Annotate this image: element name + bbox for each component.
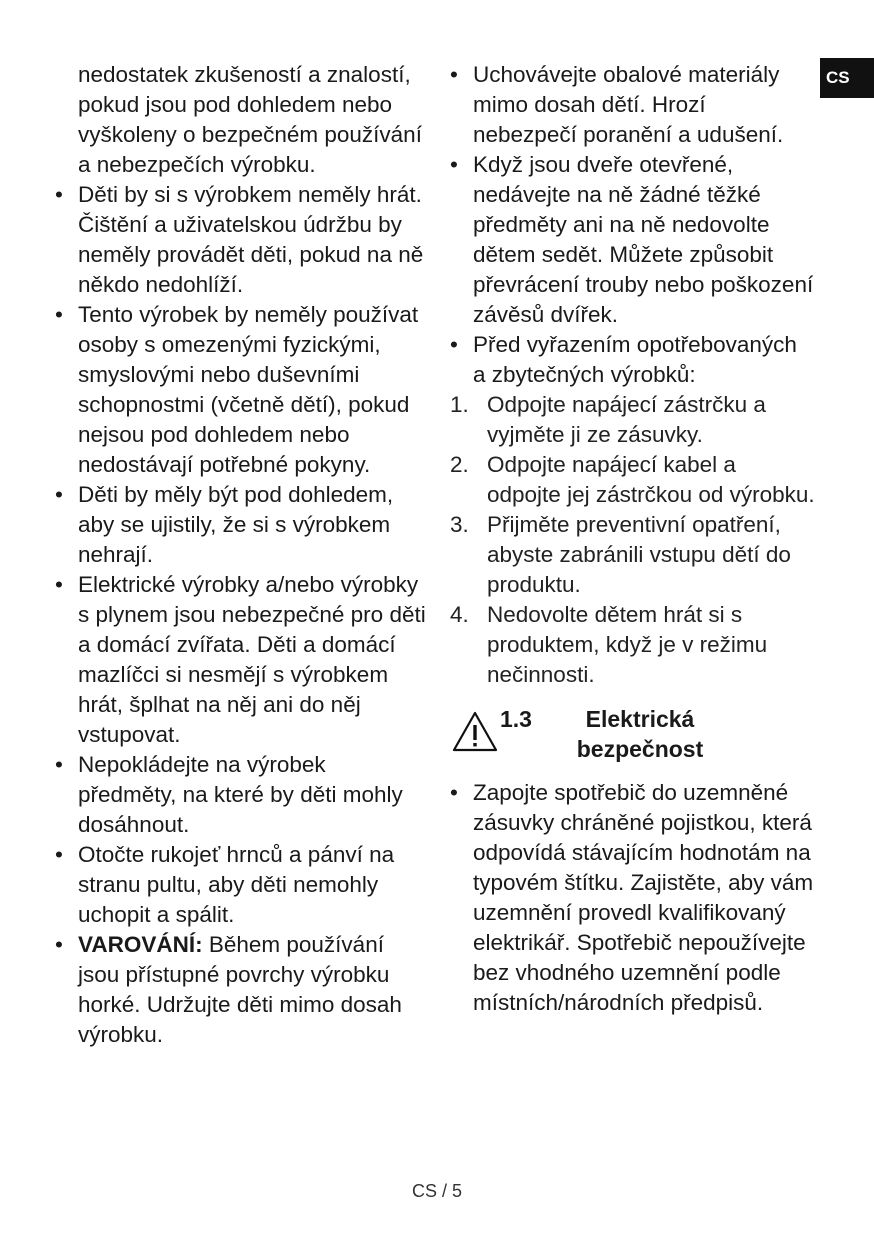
list-item: • Zapojte spotřebič do uzemněné zásuvky chráněné pojistkou, která odpovídá stávajícím hodnotám na typovém štítku. Zajistěte, aby vám uzemnění provedl kvalifikovaný elektrikář. Spotřebič nepoužívejte bez vhodného uzemnění podle místních/národních předpisů. [450, 780, 814, 1015]
list-item: • Děti by si s výrobkem neměly hrát. Čištění a uživatelskou údržbu by neměly provádět děti, pokud na ně někdo nedohlíží. [55, 182, 424, 297]
list-item: • Děti by měly být pod dohledem, aby se ujistily, že si s výrobkem nehrají. [55, 482, 394, 567]
numbered-step: 4. Nedovolte dětem hrát si s produktem, když je v režimu nečinnosti. [450, 602, 768, 687]
list-item: • Nepokládejte na výrobek předměty, na které by děti mohly dosáhnout. [55, 752, 403, 837]
left-column [55, 60, 430, 1050]
numbered-step: 2. Odpojte napájecí kabel a odpojte jej zástrčkou od výrobku. [450, 452, 815, 507]
bullet-icon: • [450, 332, 458, 357]
bullet-icon: • [55, 752, 63, 777]
bullet-icon: • [450, 62, 458, 87]
numbered-step: 3. Přijměte preventivní opatření, abyste zabránili vstupu dětí do produktu. [450, 512, 791, 597]
warning-triangle-icon [452, 710, 498, 752]
bullet-icon: • [450, 152, 458, 177]
warning-label: VAROVÁNÍ: [78, 932, 203, 957]
list-item: • Tento výrobek by neměly používat osoby s omezenými fyzickými, smyslovými nebo duševními schopnostmi (včetně dětí), pokud nejsou pod dohledem nebo nedostávají potřebné pokyny. [55, 302, 419, 477]
bullet-icon: • [55, 302, 63, 327]
warning-text: Během používání jsou přístupné povrchy výrobku horké. Udržujte děti mimo dosah výrobku. [78, 932, 402, 1047]
right-column [450, 60, 815, 1018]
bullet-icon: • [450, 780, 458, 805]
section-number: 1.3 [500, 706, 532, 732]
page-number: CS / 5 [411, 1181, 463, 1201]
bullet-icon: • [55, 842, 63, 867]
continuation-paragraph: nedostatek zkušeností a znalostí, pokud jsou pod dohledem nebo vyškoleny o bezpečném používání a nebezpečích výrobku. [78, 62, 422, 177]
bullet-icon: • [55, 182, 63, 207]
list-item: • Když jsou dveře otevřené, nedávejte na ně žádné těžké předměty ani na ně nedovolte dětem sedět. Můžete způsobit převrácení trouby nebo poškození závěsů dvířek. [450, 152, 814, 327]
bullet-icon: • [55, 932, 63, 957]
warning-item [55, 930, 430, 1050]
bullet-icon: • [55, 572, 63, 597]
list-item: • Před vyřazením opotřebovaných a zbytečných výrobků: [450, 332, 797, 387]
section-heading [450, 704, 815, 766]
list-item: • Uchovávejte obalové materiály mimo dosah dětí. Hrozí nebezpečí poranění a udušení. [450, 62, 784, 147]
bullet-icon: • [55, 482, 63, 507]
numbered-step: 1. Odpojte napájecí zástrčku a vyjměte ji ze zásuvky. [450, 392, 766, 447]
section-title: Elektrická bezpečnost [576, 706, 704, 762]
list-item: • Otočte rukojeť hrnců a pánví na stranu pultu, aby děti nemohly uchopit a spálit. [55, 842, 395, 927]
language-tab: CS [820, 58, 874, 98]
list-item: • Elektrické výrobky a/nebo výrobky s plynem jsou nebezpečné pro děti a domácí zvířata. Děti a domácí mazlíčci si nesmějí s výrobkem hrát, šplhat na něj ani do něj vstupovat. [55, 572, 426, 747]
